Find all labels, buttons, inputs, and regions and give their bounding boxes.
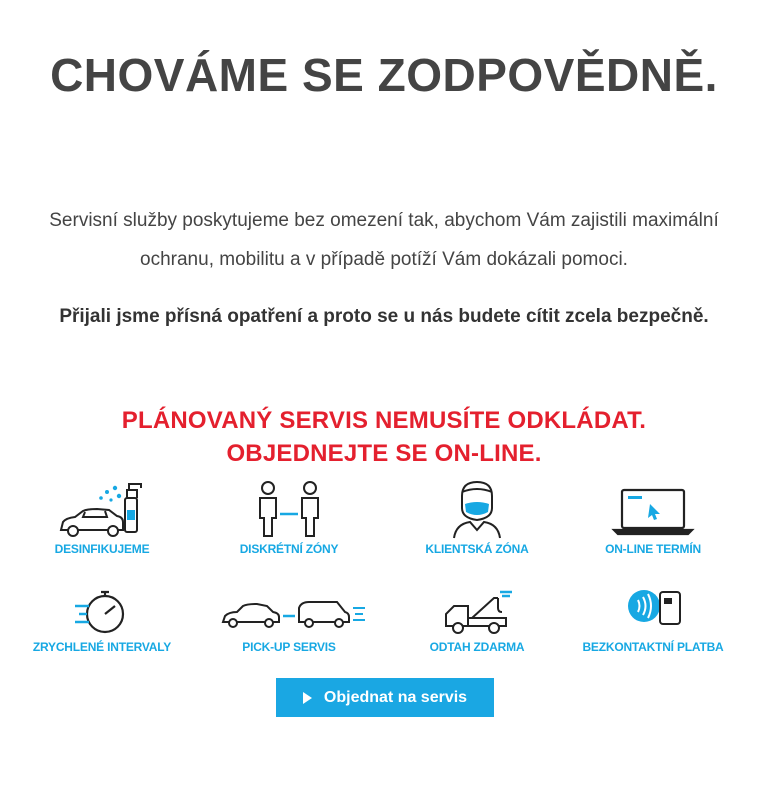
feature-label: DISKRÉTNÍ ZÓNY — [239, 542, 339, 556]
tow-truck-icon — [432, 584, 522, 638]
feature-odtah-zdarma — [392, 584, 562, 655]
play-icon — [303, 692, 312, 704]
feature-zrychlene-intervaly — [17, 584, 187, 655]
feature-label: PICK-UP SERVIS — [242, 640, 336, 654]
feature-diskretni-zony — [204, 478, 374, 557]
feature-label: ZRYCHLENÉ INTERVALY — [32, 640, 172, 654]
promo-line-1: PLÁNOVANÝ SERVIS NEMUSÍTE ODKLÁDAT. — [121, 407, 647, 434]
feature-klientska-zona — [392, 478, 562, 557]
feature-label: ODTAH ZDARMA — [429, 640, 525, 654]
intro-paragraph — [0, 198, 768, 282]
distance-people-icon — [244, 478, 334, 540]
feature-bezkontaktni-platba — [568, 584, 738, 655]
intro-line-1: Servisní služby poskytujeme bez omezení tak, abychom Vám zajistili maximální — [49, 210, 719, 231]
feature-online-termin — [568, 478, 738, 557]
stopwatch-icon — [57, 584, 147, 638]
safety-statement: Přijali jsme přísná opatření a proto se u nás budete cítit zcela bezpečně. — [59, 306, 709, 327]
laptop-icon — [608, 478, 698, 540]
intro-line-2: ochranu, mobilitu a v případě potíží Vám dokázali pomoci. — [140, 249, 628, 270]
masked-person-icon — [432, 478, 522, 540]
contactless-card-icon — [608, 584, 698, 638]
promo-heading — [0, 404, 768, 470]
feature-desinfikujeme — [17, 478, 187, 557]
feature-pickup-servis — [204, 584, 374, 655]
feature-label: BEZKONTAKTNÍ PLATBA — [582, 640, 724, 654]
car-disinfection-icon — [57, 478, 147, 540]
feature-label: ON-LINE TERMÍN — [605, 542, 701, 556]
feature-label: DESINFIKUJEME — [54, 542, 150, 556]
promo-line-2: OBJEDNEJTE SE ON-LINE. — [226, 440, 542, 467]
order-service-label: Objednat na servis — [323, 688, 468, 706]
page-title: CHOVÁME SE ZODPOVĚDNĚ. — [50, 49, 718, 101]
feature-label: KLIENTSKÁ ZÓNA — [425, 542, 529, 556]
order-service-button[interactable] — [276, 678, 494, 717]
pickup-cars-icon — [209, 584, 369, 638]
